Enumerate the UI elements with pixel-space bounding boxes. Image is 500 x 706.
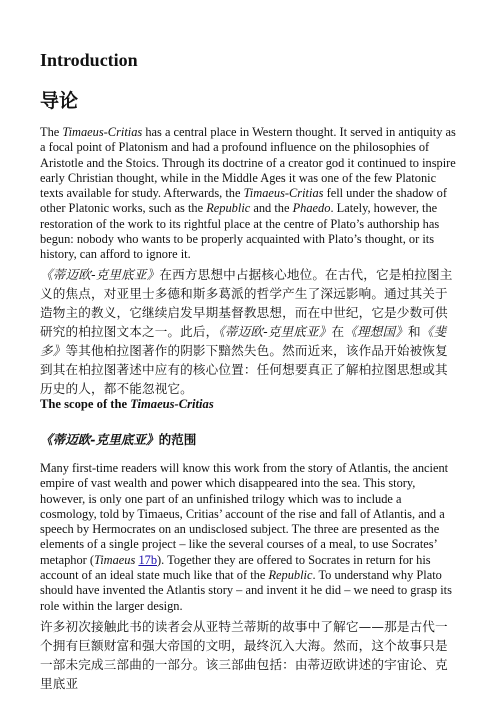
work-title: 《蒂迈欧-克里底亚》 xyxy=(40,267,160,282)
work-title: Timaeus-Critias xyxy=(62,125,143,139)
work-title: Republic xyxy=(206,201,251,216)
work-title: Timaeus xyxy=(94,552,136,567)
scope-paragraph-english: Many first-time readers will know this work from the story of Atlantis, the ancient empire of vast wealth and power which disappeared into the sea. This story, however, is only one part of an unfinished trilogy which was to include a cosmology, told by Timaeus, Critias’ account of the rise and fall of Atlantis, and a speech by Hermocrates on an undisclosed subject. The three are presented as the elements of a single project – like the several courses of a meal, to use Socrates’ metaphor (Timaeus 17b). Together they are offered to Socrates in return for his account of an ideal state much like that of the Republic. To understand why Plato should have invented the Atlantis story – and invent it he did – we need to grasp its role within the larger design. xyxy=(40,461,452,613)
work-title: 《理想国》 xyxy=(344,324,408,339)
work-title: 《斐多》 xyxy=(40,324,447,358)
heading-english: Introduction xyxy=(40,50,138,70)
work-title: Phaedo xyxy=(292,201,331,216)
intro-paragraph-english: The Timaeus-Critias has a central place in Western thought. It served in antiquity as a focal point of Platonism and had a profound influence on the philosophies of Aristotle and the Stoics. Through its doctrine of a creator god it continued to inspire early Christian thought, while in the Middle Ages it was one of the few Platonic texts available for study. Afterwards, the Timaeus-Critias fell under the shadow of other Platonic works, such as the Republic and the Phaedo. Lately, however, the restoration of the work to its rightful place at the centre of Plato’s authorship has begun: nobody who wants to be properly acquainted with Plato’s thought, or its history, can afford to ignore it. xyxy=(40,125,456,262)
intro-paragraph-chinese: 《蒂迈欧-克里底亚》在西方思想中占据核心地位。在古代，它是柏拉图主义的焦点，对亚里士多德和斯多葛派的哲学产生了深远影响。通过其关于造物主的教义，它继续启发早期基督教思想，而在中世纪，它是少数可供研究的柏拉图文本之一。此后，《蒂迈欧-克里底亚》在《理想国》和《斐多》等其他柏拉图著作的阴影下黯然失色。然而近来，该作品开始被恢复到其在柏拉图著述中应有的核心位置：任何想要真正了解柏拉图思想或其历史的人，都不能忽视它。 xyxy=(40,267,453,396)
heading-chinese: 导论 xyxy=(40,90,79,112)
scope-paragraph-chinese: 许多初次接触此书的读者会从亚特兰蒂斯的故事中了解它——那是古代一个拥有巨额财富和强大帝国的文明，最终沉入大海。然而，这个故事只是一部未完成三部曲的一部分。该三部曲包括：由蒂迈欧讲述的宇宙论、克里底亚 xyxy=(40,619,448,691)
section-heading-chinese: 《蒂迈欧-克里底亚》的范围 xyxy=(40,432,197,447)
work-title: Timaeus-Critias xyxy=(130,397,214,411)
work-title: Timaeus-Critias xyxy=(243,186,324,201)
reference-link[interactable]: 17b xyxy=(138,552,158,567)
work-title: 《蒂迈欧-克里底亚》 xyxy=(40,432,159,447)
work-title: Republic xyxy=(268,568,313,583)
section-heading-english: The scope of the Timaeus-Critias xyxy=(40,397,214,411)
work-title: 《蒂迈欧-克里底亚》 xyxy=(218,324,332,339)
